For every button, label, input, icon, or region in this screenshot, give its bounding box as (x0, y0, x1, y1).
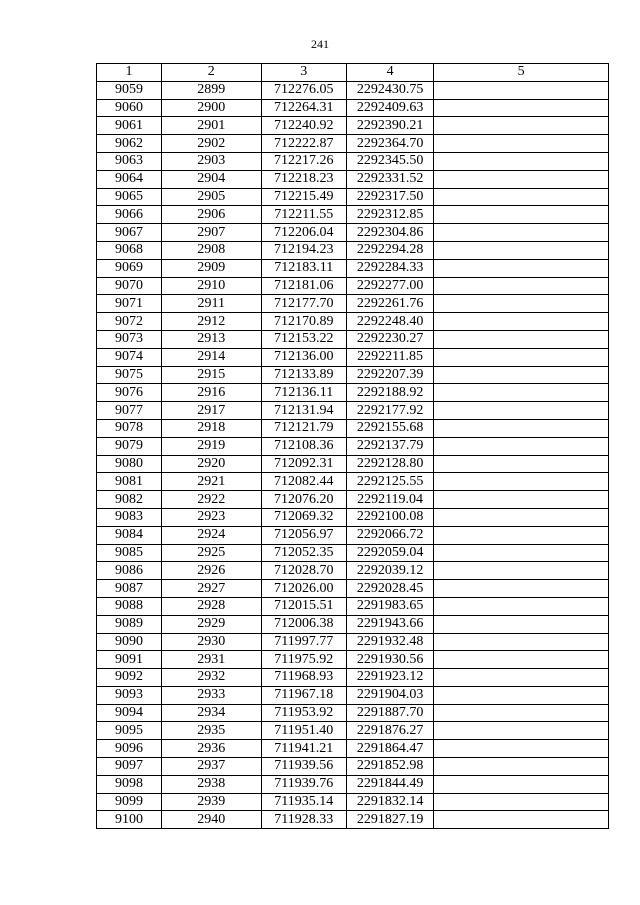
table-body (97, 81, 609, 828)
cell-col-1: 9061 (97, 117, 162, 135)
cell-col-1: 9083 (97, 508, 162, 526)
cell-col-2: 2909 (162, 259, 262, 277)
cell-col-4: 2292066.72 (346, 526, 433, 544)
cell-col-2: 2920 (162, 455, 262, 473)
cell-col-3: 712015.51 (261, 597, 346, 615)
cell-col-4: 2292261.76 (346, 295, 433, 313)
cell-col-2: 2921 (162, 473, 262, 491)
cell-col-5 (434, 313, 609, 331)
cell-col-1: 9065 (97, 188, 162, 206)
cell-col-1: 9091 (97, 651, 162, 669)
table-row (97, 348, 609, 366)
cell-col-5 (434, 473, 609, 491)
table-row (97, 259, 609, 277)
cell-col-1: 9075 (97, 366, 162, 384)
table-row (97, 597, 609, 615)
cell-col-1: 9084 (97, 526, 162, 544)
cell-col-2: 2925 (162, 544, 262, 562)
cell-col-5 (434, 580, 609, 598)
cell-col-3: 712183.11 (261, 259, 346, 277)
cell-col-5 (434, 117, 609, 135)
cell-col-1: 9077 (97, 402, 162, 420)
cell-col-3: 712136.00 (261, 348, 346, 366)
cell-col-3: 712170.89 (261, 313, 346, 331)
table-row (97, 81, 609, 99)
cell-col-1: 9064 (97, 170, 162, 188)
cell-col-1: 9088 (97, 597, 162, 615)
cell-col-5 (434, 686, 609, 704)
cell-col-2: 2930 (162, 633, 262, 651)
cell-col-4: 2291852.98 (346, 758, 433, 776)
cell-col-2: 2923 (162, 508, 262, 526)
cell-col-4: 2291923.12 (346, 669, 433, 687)
cell-col-2: 2915 (162, 366, 262, 384)
table-row (97, 473, 609, 491)
cell-col-2: 2899 (162, 81, 262, 99)
header-row (97, 64, 609, 82)
cell-col-2: 2935 (162, 722, 262, 740)
cell-col-2: 2931 (162, 651, 262, 669)
table-row (97, 224, 609, 242)
cell-col-2: 2932 (162, 669, 262, 687)
table-row (97, 491, 609, 509)
cell-col-4: 2292230.27 (346, 330, 433, 348)
table-row (97, 651, 609, 669)
table-row (97, 384, 609, 402)
cell-col-1: 9073 (97, 330, 162, 348)
cell-col-3: 711951.40 (261, 722, 346, 740)
cell-col-1: 9086 (97, 562, 162, 580)
table-row (97, 562, 609, 580)
cell-col-5 (434, 206, 609, 224)
cell-col-3: 711975.92 (261, 651, 346, 669)
cell-col-4: 2292312.85 (346, 206, 433, 224)
table-row (97, 811, 609, 829)
cell-col-3: 712028.70 (261, 562, 346, 580)
table-row (97, 669, 609, 687)
cell-col-5 (434, 597, 609, 615)
header-col-2: 2 (162, 64, 262, 82)
cell-col-5 (434, 348, 609, 366)
cell-col-5 (434, 633, 609, 651)
header-col-4: 4 (346, 64, 433, 82)
cell-col-2: 2905 (162, 188, 262, 206)
cell-col-4: 2292345.50 (346, 152, 433, 170)
cell-col-5 (434, 277, 609, 295)
cell-col-2: 2907 (162, 224, 262, 242)
table-row (97, 419, 609, 437)
cell-col-5 (434, 722, 609, 740)
cell-col-4: 2291832.14 (346, 793, 433, 811)
table-row (97, 366, 609, 384)
cell-col-4: 2292317.50 (346, 188, 433, 206)
cell-col-4: 2291844.49 (346, 775, 433, 793)
cell-col-5 (434, 669, 609, 687)
table-row (97, 455, 609, 473)
cell-col-2: 2911 (162, 295, 262, 313)
cell-col-2: 2908 (162, 241, 262, 259)
cell-col-4: 2292248.40 (346, 313, 433, 331)
cell-col-1: 9067 (97, 224, 162, 242)
cell-col-4: 2291983.65 (346, 597, 433, 615)
cell-col-2: 2912 (162, 313, 262, 331)
cell-col-1: 9099 (97, 793, 162, 811)
table-row (97, 117, 609, 135)
cell-col-2: 2906 (162, 206, 262, 224)
cell-col-5 (434, 384, 609, 402)
cell-col-2: 2929 (162, 615, 262, 633)
table-row (97, 758, 609, 776)
cell-col-4: 2292128.80 (346, 455, 433, 473)
cell-col-1: 9089 (97, 615, 162, 633)
cell-col-2: 2939 (162, 793, 262, 811)
cell-col-4: 2292137.79 (346, 437, 433, 455)
cell-col-5 (434, 437, 609, 455)
cell-col-5 (434, 152, 609, 170)
cell-col-3: 712215.49 (261, 188, 346, 206)
cell-col-3: 711935.14 (261, 793, 346, 811)
cell-col-2: 2924 (162, 526, 262, 544)
cell-col-5 (434, 526, 609, 544)
cell-col-4: 2291864.47 (346, 740, 433, 758)
cell-col-2: 2903 (162, 152, 262, 170)
cell-col-1: 9063 (97, 152, 162, 170)
table-row (97, 508, 609, 526)
table-header (97, 64, 609, 82)
cell-col-2: 2928 (162, 597, 262, 615)
cell-col-3: 712131.94 (261, 402, 346, 420)
table-row (97, 544, 609, 562)
cell-col-3: 711939.76 (261, 775, 346, 793)
cell-col-3: 712206.04 (261, 224, 346, 242)
cell-col-1: 9082 (97, 491, 162, 509)
cell-col-3: 712076.20 (261, 491, 346, 509)
cell-col-5 (434, 793, 609, 811)
cell-col-1: 9059 (97, 81, 162, 99)
cell-col-3: 711939.56 (261, 758, 346, 776)
cell-col-1: 9078 (97, 419, 162, 437)
cell-col-3: 712194.23 (261, 241, 346, 259)
cell-col-2: 2933 (162, 686, 262, 704)
cell-col-4: 2292211.85 (346, 348, 433, 366)
cell-col-4: 2292207.39 (346, 366, 433, 384)
table-row (97, 526, 609, 544)
cell-col-5 (434, 99, 609, 117)
table-row (97, 704, 609, 722)
cell-col-3: 712006.38 (261, 615, 346, 633)
cell-col-2: 2917 (162, 402, 262, 420)
cell-col-1: 9079 (97, 437, 162, 455)
cell-col-5 (434, 330, 609, 348)
cell-col-1: 9092 (97, 669, 162, 687)
cell-col-5 (434, 455, 609, 473)
cell-col-3: 712222.87 (261, 135, 346, 153)
cell-col-1: 9094 (97, 704, 162, 722)
table-row (97, 615, 609, 633)
cell-col-4: 2291932.48 (346, 633, 433, 651)
cell-col-4: 2292284.33 (346, 259, 433, 277)
table-row (97, 241, 609, 259)
header-col-5: 5 (434, 64, 609, 82)
cell-col-2: 2914 (162, 348, 262, 366)
cell-col-3: 711968.93 (261, 669, 346, 687)
table-row (97, 580, 609, 598)
cell-col-3: 712092.31 (261, 455, 346, 473)
cell-col-2: 2938 (162, 775, 262, 793)
cell-col-5 (434, 402, 609, 420)
cell-col-3: 712181.06 (261, 277, 346, 295)
table-row (97, 793, 609, 811)
cell-col-2: 2919 (162, 437, 262, 455)
cell-col-2: 2913 (162, 330, 262, 348)
cell-col-4: 2292039.12 (346, 562, 433, 580)
cell-col-5 (434, 491, 609, 509)
cell-col-3: 712056.97 (261, 526, 346, 544)
cell-col-4: 2292028.45 (346, 580, 433, 598)
table-row (97, 633, 609, 651)
cell-col-3: 712264.31 (261, 99, 346, 117)
cell-col-5 (434, 758, 609, 776)
cell-col-1: 9090 (97, 633, 162, 651)
cell-col-4: 2291904.03 (346, 686, 433, 704)
table-row (97, 775, 609, 793)
cell-col-2: 2910 (162, 277, 262, 295)
cell-col-4: 2292125.55 (346, 473, 433, 491)
cell-col-1: 9100 (97, 811, 162, 829)
cell-col-3: 712121.79 (261, 419, 346, 437)
cell-col-1: 9062 (97, 135, 162, 153)
cell-col-2: 2937 (162, 758, 262, 776)
cell-col-2: 2918 (162, 419, 262, 437)
cell-col-5 (434, 651, 609, 669)
cell-col-1: 9087 (97, 580, 162, 598)
cell-col-2: 2902 (162, 135, 262, 153)
cell-col-3: 712069.32 (261, 508, 346, 526)
cell-col-4: 2292304.86 (346, 224, 433, 242)
cell-col-1: 9060 (97, 99, 162, 117)
cell-col-4: 2291876.27 (346, 722, 433, 740)
cell-col-1: 9068 (97, 241, 162, 259)
cell-col-2: 2927 (162, 580, 262, 598)
table-row (97, 437, 609, 455)
cell-col-3: 712026.00 (261, 580, 346, 598)
table-row (97, 206, 609, 224)
cell-col-5 (434, 259, 609, 277)
cell-col-1: 9095 (97, 722, 162, 740)
cell-col-2: 2940 (162, 811, 262, 829)
table-row (97, 135, 609, 153)
cell-col-1: 9085 (97, 544, 162, 562)
cell-col-3: 712153.22 (261, 330, 346, 348)
cell-col-5 (434, 81, 609, 99)
cell-col-3: 711967.18 (261, 686, 346, 704)
cell-col-1: 9080 (97, 455, 162, 473)
table-row (97, 170, 609, 188)
table-row (97, 188, 609, 206)
cell-col-4: 2292155.68 (346, 419, 433, 437)
cell-col-3: 711997.77 (261, 633, 346, 651)
cell-col-5 (434, 170, 609, 188)
table-row (97, 686, 609, 704)
cell-col-4: 2292277.00 (346, 277, 433, 295)
cell-col-5 (434, 366, 609, 384)
header-col-3: 3 (261, 64, 346, 82)
table-row (97, 330, 609, 348)
cell-col-5 (434, 295, 609, 313)
table-row (97, 740, 609, 758)
cell-col-3: 712276.05 (261, 81, 346, 99)
cell-col-4: 2291943.66 (346, 615, 433, 633)
cell-col-3: 712240.92 (261, 117, 346, 135)
cell-col-5 (434, 508, 609, 526)
cell-col-2: 2934 (162, 704, 262, 722)
cell-col-4: 2292364.70 (346, 135, 433, 153)
table-row (97, 99, 609, 117)
cell-col-5 (434, 188, 609, 206)
cell-col-3: 712217.26 (261, 152, 346, 170)
cell-col-4: 2292188.92 (346, 384, 433, 402)
cell-col-1: 9070 (97, 277, 162, 295)
table-row (97, 313, 609, 331)
cell-col-4: 2292409.63 (346, 99, 433, 117)
cell-col-2: 2916 (162, 384, 262, 402)
cell-col-5 (434, 135, 609, 153)
header-col-1: 1 (97, 64, 162, 82)
cell-col-5 (434, 544, 609, 562)
cell-col-4: 2292390.21 (346, 117, 433, 135)
cell-col-4: 2292430.75 (346, 81, 433, 99)
cell-col-5 (434, 704, 609, 722)
cell-col-1: 9072 (97, 313, 162, 331)
cell-col-4: 2291827.19 (346, 811, 433, 829)
cell-col-4: 2291930.56 (346, 651, 433, 669)
cell-col-3: 712082.44 (261, 473, 346, 491)
cell-col-2: 2904 (162, 170, 262, 188)
cell-col-2: 2922 (162, 491, 262, 509)
cell-col-3: 712108.36 (261, 437, 346, 455)
cell-col-2: 2926 (162, 562, 262, 580)
table-row (97, 277, 609, 295)
table-row (97, 402, 609, 420)
cell-col-5 (434, 775, 609, 793)
cell-col-2: 2900 (162, 99, 262, 117)
coordinates-table (96, 63, 609, 829)
cell-col-3: 711928.33 (261, 811, 346, 829)
cell-col-1: 9071 (97, 295, 162, 313)
cell-col-5 (434, 811, 609, 829)
cell-col-1: 9097 (97, 758, 162, 776)
cell-col-3: 712136.11 (261, 384, 346, 402)
cell-col-4: 2292294.28 (346, 241, 433, 259)
cell-col-5 (434, 241, 609, 259)
cell-col-1: 9096 (97, 740, 162, 758)
cell-col-3: 712133.89 (261, 366, 346, 384)
table-row (97, 295, 609, 313)
cell-col-5 (434, 419, 609, 437)
cell-col-4: 2292059.04 (346, 544, 433, 562)
cell-col-1: 9074 (97, 348, 162, 366)
cell-col-1: 9093 (97, 686, 162, 704)
cell-col-4: 2291887.70 (346, 704, 433, 722)
cell-col-1: 9066 (97, 206, 162, 224)
cell-col-4: 2292119.04 (346, 491, 433, 509)
cell-col-2: 2936 (162, 740, 262, 758)
cell-col-4: 2292177.92 (346, 402, 433, 420)
cell-col-3: 711953.92 (261, 704, 346, 722)
cell-col-5 (434, 615, 609, 633)
cell-col-4: 2292331.52 (346, 170, 433, 188)
cell-col-3: 712218.23 (261, 170, 346, 188)
cell-col-5 (434, 224, 609, 242)
cell-col-5 (434, 562, 609, 580)
cell-col-1: 9081 (97, 473, 162, 491)
table-row (97, 722, 609, 740)
cell-col-2: 2901 (162, 117, 262, 135)
table-row (97, 152, 609, 170)
cell-col-5 (434, 740, 609, 758)
cell-col-1: 9098 (97, 775, 162, 793)
cell-col-3: 711941.21 (261, 740, 346, 758)
page-number: 241 (311, 37, 329, 51)
cell-col-3: 712177.70 (261, 295, 346, 313)
cell-col-1: 9069 (97, 259, 162, 277)
cell-col-1: 9076 (97, 384, 162, 402)
cell-col-4: 2292100.08 (346, 508, 433, 526)
cell-col-3: 712211.55 (261, 206, 346, 224)
cell-col-3: 712052.35 (261, 544, 346, 562)
